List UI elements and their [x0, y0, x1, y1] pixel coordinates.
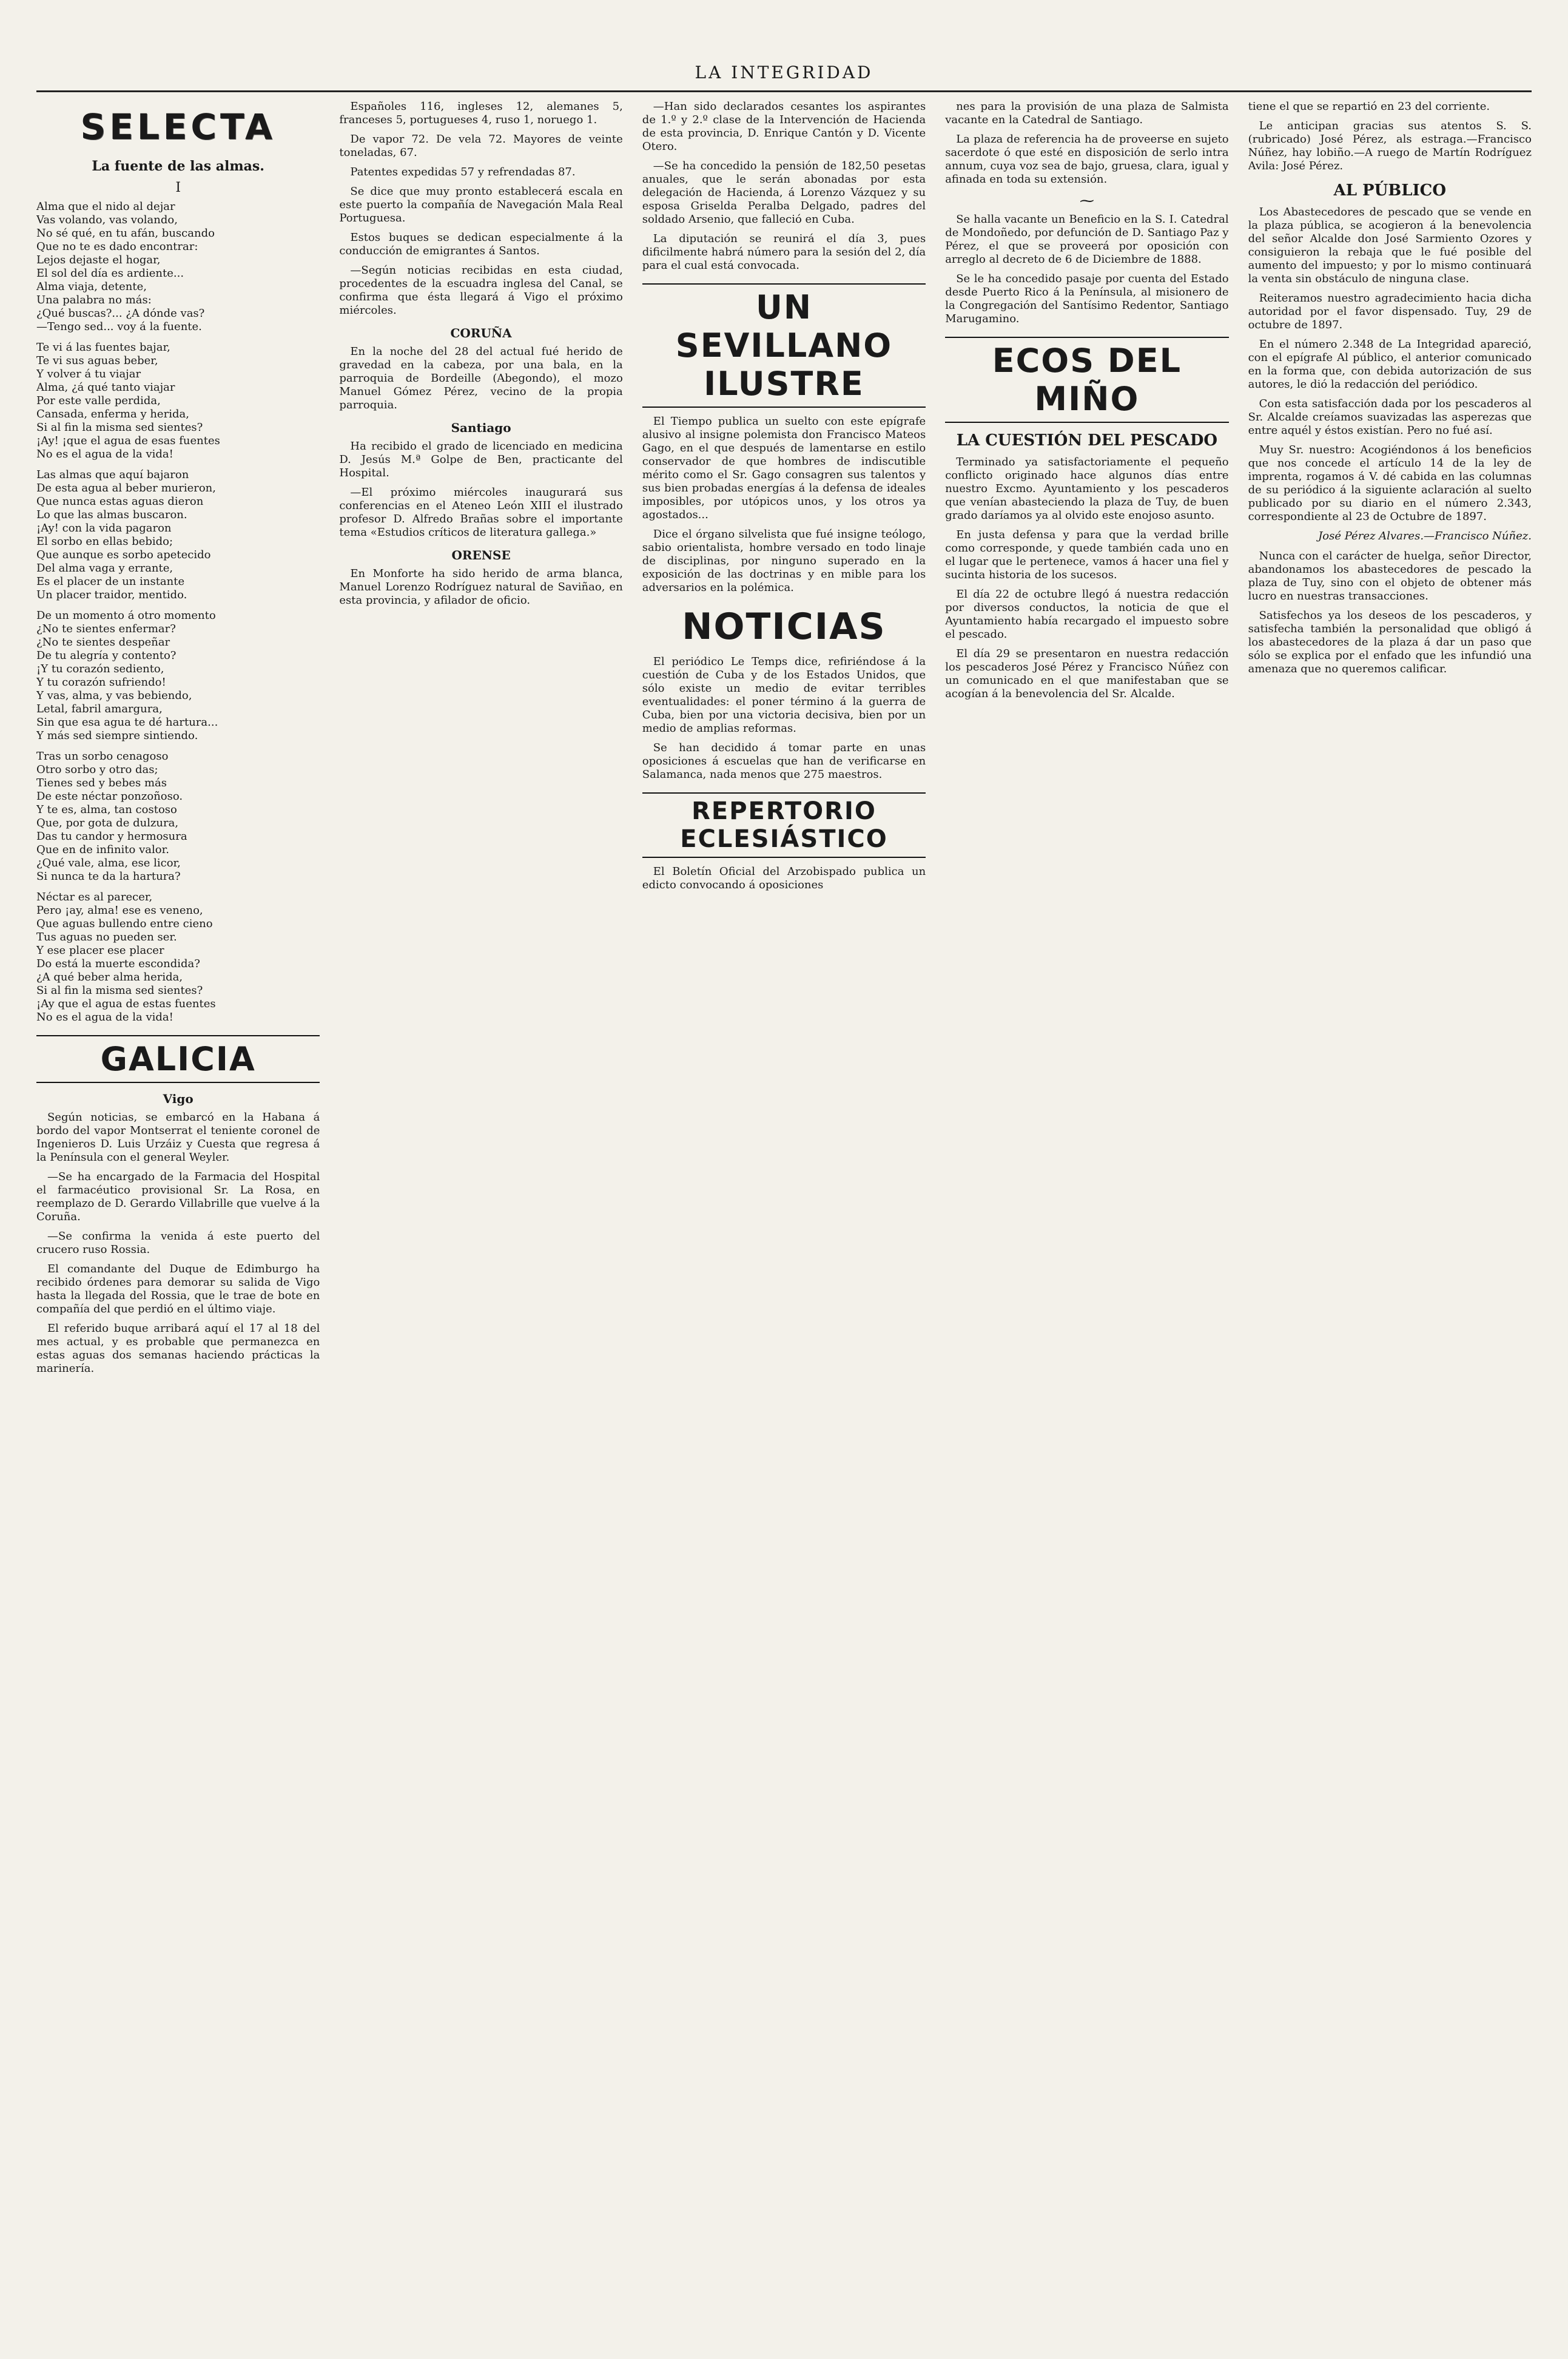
- pescado-heading: LA CUESTIÓN DEL PESCADO: [956, 431, 1218, 450]
- news-paragraph: —Han sido declarados cesantes los aspirantes de 1.º y 2.º clase de la Intervención de Hacienda de esta provincia, D. Enrique Cantón y D. Vicente Otero.: [642, 100, 926, 153]
- repertorio-heading: REPERTORIO ECLESIÁSTICO: [642, 792, 926, 858]
- stanza: De un momento á otro momento ¿No te sientes enfermar? ¿No te sientes despeñar De tu alegría y contento? ¡Y tu corazón sediento, Y tu corazón sufriendo! Y vas, alma, y vas bebiendo, Letal, fabril amargura, Sin que esa agua te dé hartura... Y más sed siempre sintiendo.: [36, 609, 218, 742]
- city-heading-orense: ORENSE: [451, 548, 511, 562]
- news-paragraph: Se halla vacante un Beneficio en la S. I. Catedral de Mondoñedo, por defunción de D. Santiago Paz y Pérez, el que se proveerá por oposición con arreglo al decreto de 6 de Diciembre de 1888.: [945, 213, 1229, 266]
- news-paragraph: Según noticias, se embarcó en la Habana á bordo del vapor Montserrat el teniente coronel de Ingenieros D. Luis Urzáiz y Cuesta que regresa á la Península con el general Weyler.: [36, 1111, 320, 1164]
- stanza: Te vi á las fuentes bajar, Te vi sus aguas beber, Y volver á tu viajar Alma, ¿á qué tanto viajar Por este valle perdida, Cansada, enferma y herida, Si al fin la misma sed sientes? ¡Ay! ¡que el agua de esas fuentes No es el agua de la vida!: [36, 341, 220, 461]
- news-paragraph: La plaza de referencia ha de proveerse en sujeto sacerdote ó que esté en disposición de serlo intra annum, cuya voz sea de bajo, gruesa, clara, igual y afinada en toda su extensión.: [945, 133, 1229, 186]
- news-paragraph: Reiteramos nuestro agradecimiento hacia dicha autoridad por el favor dispensado. Tuy, 29 de octubre de 1897.: [1248, 292, 1532, 331]
- news-paragraph: Estos buques se dedican especialmente á la conducción de emigrantes á Santos.: [339, 231, 623, 257]
- columns: [36, 100, 1532, 2304]
- news-paragraph: —Se ha concedido la pensión de 182,50 pesetas anuales, que le serán abonadas por esta delegación de Hacienda, á Lorenzo Vázquez y su esposa Griselda Peralba Delgado, padres del soldado Arsenio, que falleció en Cuba.: [642, 160, 926, 226]
- news-paragraph: El referido buque arribará aquí el 17 al 18 del mes actual, y es probable que permanezca en estas aguas dos semanas haciendo prácticas la marinería.: [36, 1322, 320, 1375]
- column-3: [642, 100, 926, 2304]
- news-paragraph: —Se ha encargado de la Farmacia del Hospital el farmacéutico provisional Sr. La Rosa, en reemplazo de D. Gerardo Villabrille que vuelve á la Coruña.: [36, 1170, 320, 1223]
- news-paragraph: El día 29 se presentaron en nuestra redacción los pescaderos José Pérez y Francisco Núñez con un comunicado en el que manifestaban que se acogían á la benevolencia del Sr. Alcalde.: [945, 647, 1229, 700]
- column-4: [945, 100, 1228, 2304]
- news-paragraph: El día 22 de octubre llegó á nuestra redacción por diversos conductos, la noticia de que el Ayuntamiento había recargado el impuesto sobre el pescado.: [945, 588, 1229, 641]
- news-paragraph: Nunca con el carácter de huelga, señor Director, abandonamos los abastecedores de pescado la plaza de Tuy, sino con el objeto de obtener más lucro en nuestras transacciones.: [1248, 550, 1532, 602]
- news-paragraph: En justa defensa y para que la verdad brille como corresponde, y quede también cada uno en el lugar que le pertenece, vamos á hacer una fiel y sucinta historia de los sucesos.: [945, 528, 1229, 581]
- news-paragraph: El Tiempo publica un suelto con este epígrafe alusivo al insigne polemista don Francisco Mateos Gago, en el que después de lamentarse en estilo conservador de que hombres de indiscutible mérito como el Sr. Gago consagren sus talentos y sus bien probadas energías á la defensa de ideales imposibles, por utópicos unos, y los otros ya agostados...: [642, 415, 926, 521]
- separator: ⁓: [1079, 192, 1094, 209]
- city-heading-vigo: Vigo: [163, 1092, 193, 1106]
- masthead: [36, 58, 1532, 92]
- news-paragraph: Los Abastecedores de pescado que se vende en la plaza pública, se acogieron á la benevolencia del señor Alcalde don José Sarmiento Ozores y consiguieron la rebaja que le fué posible del aumento del impuesto; y por lo mismo continuará la venta sin obstáculo de ninguna clase.: [1248, 206, 1532, 285]
- news-paragraph: Muy Sr. nuestro: Acogiéndonos á los beneficios que nos concede el artículo 14 de la ley de imprenta, rogamos á V. dé cabida en las columnas de su periódico á la siguiente aclaración al suelto publicado por su diario en el número 2.343, correspondiente al 23 de Octubre de 1897.: [1248, 444, 1532, 523]
- galicia-heading: GALICIA: [36, 1035, 320, 1083]
- news-paragraph: El periódico Le Temps dice, refiriéndose á la cuestión de Cuba y de los Estados Unidos, que sólo existe un medio de evitar terribles eventualidades: el poner término á la guerra de Cuba, bien por una victoria decisiva, bien por un medio de amplias reformas.: [642, 655, 926, 735]
- news-paragraph: —El próximo miércoles inaugurará sus conferencias en el Ateneo León XIII el ilustrado profesor D. Alfredo Brañas sobre el importante tema «Estudios críticos de literatura gallega.»: [339, 486, 623, 539]
- stanza: Las almas que aquí bajaron De esta agua al beber murieron, Que nunca estas aguas dieron Lo que las almas buscaron. ¡Ay! con la vida pagaron El sorbo en ellas bebido; Que aunque es sorbo apetecido Del alma vaga y errante, Es el placer de un instante Un placer traidor, mentido.: [36, 468, 216, 601]
- sevillano-heading: UN SEVILLANO ILUSTRE: [642, 283, 926, 408]
- stanza: Néctar es al parecer, Pero ¡ay, alma! ese es veneno, Que aguas bullendo entre cieno Tus aguas no pueden ser. Y ese placer ese placer Do está la muerte escondida? ¿A qué beber alma herida, Si al fin la misma sed sientes? ¡Ay que el agua de estas fuentes No es el agua de la vida!: [36, 891, 216, 1024]
- news-paragraph: En el número 2.348 de La Integridad apareció, con el epígrafe Al público, el anterior comunicado en la forma que, con debida autorización de sus autores, le dió la redacción del periódico.: [1248, 338, 1532, 391]
- news-paragraph: Le anticipan gracias sus atentos S. S. (rubricado) José Pérez, als estraga.—Francisco Núñez, hay lobiño.—A ruego de Martín Rodríguez Avila: José Pérez.: [1248, 120, 1532, 172]
- news-paragraph: Patentes expedidas 57 y refrendadas 87.: [350, 166, 576, 178]
- news-paragraph: Se le ha concedido pasaje por cuenta del Estado desde Puerto Rico á la Península, al misionero de la Congregación del Santísimo Redentor, Santiago Marugamino.: [945, 272, 1229, 325]
- column-1: [36, 100, 320, 2304]
- column-5: [1248, 100, 1532, 2304]
- news-paragraph: Españoles 116, ingleses 12, alemanes 5, franceses 5, portugueses 4, ruso 1, noruego 1.: [339, 100, 623, 126]
- ecos-heading: ECOS DEL MIÑO: [945, 337, 1228, 423]
- signature: José Pérez Alvares.—Francisco Núñez.: [1318, 530, 1532, 542]
- news-paragraph: De vapor 72. De vela 72. Mayores de veinte toneladas, 67.: [339, 133, 623, 159]
- news-paragraph: La diputación se reunirá el día 3, pues dificilmente habrá número para la sesión del 2, día para el cual está convocada.: [642, 232, 926, 272]
- column-2: [339, 100, 622, 2304]
- news-paragraph: Se dice que muy pronto establecerá escala en este puerto la compañía de Navegación Mala Real Portuguesa.: [339, 185, 623, 224]
- news-paragraph: Con esta satisfacción dada por los pescaderos al Sr. Alcalde creíamos suavizadas las asperezas que entre aquél y éstos existían. Pero no fué así.: [1248, 397, 1532, 437]
- news-paragraph: nes para la provisión de una plaza de Salmista vacante en la Catedral de Santiago.: [945, 100, 1229, 126]
- news-paragraph: Ha recibido el grado de licenciado en medicina D. Jesús M.ª Golpe de Ben, practicante del Hospital.: [339, 440, 623, 479]
- news-paragraph: Dice el órgano silvelista que fué insigne teólogo, sabio orientalista, hombre versado en todo linaje de disciplinas, por ninguno superado en la exposición de las doctrinas y en mible para los adversarios en la polémica.: [642, 528, 926, 594]
- city-heading-coruna: CORUÑA: [450, 326, 512, 340]
- news-paragraph: —Según noticias recibidas en esta ciudad, procedentes de la escuadra inglesa del Canal, se confirma que ésta llegará á Vigo el próximo miércoles.: [339, 264, 623, 317]
- poem-part: I: [175, 180, 181, 195]
- city-heading-santiago: Santiago: [451, 420, 511, 435]
- news-paragraph: Se han decidido á tomar parte en unas oposiciones á escuelas que han de verificarse en Salamanca, nada menos que 275 maestros.: [642, 741, 926, 781]
- news-paragraph: tiene el que se repartió en 23 del corriente.: [1248, 100, 1490, 113]
- news-paragraph: —Se confirma la venida á este puerto del crucero ruso Rossia.: [36, 1230, 320, 1256]
- news-paragraph: El Boletín Oficial del Arzobispado publica un edicto convocando á oposiciones: [642, 865, 926, 891]
- poem-title: La fuente de las almas.: [92, 158, 264, 174]
- masthead-title: LA INTEGRIDAD: [695, 62, 873, 83]
- news-paragraph: Terminado ya satisfactoriamente el pequeño conflicto originado hace algunos días entre nuestro Excmo. Ayuntamiento y los pescaderos que venían abasteciendo la plaza de Tuy, de buen grado daríamos ya al olvido este enojoso asunto.: [945, 456, 1229, 522]
- news-paragraph: En la noche del 28 del actual fué herido de gravedad en la cabeza, por una bala, en la parroquia de Bordeille (Abegondo), el mozo Manuel Gómez Pérez, vecino de la propia parroquia.: [339, 345, 623, 411]
- news-paragraph: El comandante del Duque de Edimburgo ha recibido órdenes para demorar su salida de Vigo hasta la llegada del Rossia, que le trae de bote en compañía del que perdió en el último viaje.: [36, 1263, 320, 1315]
- news-paragraph: Satisfechos ya los deseos de los pescaderos, y satisfecha también la personalidad que obligó á los abastecedores de la plaza á dar un paso que sólo se explica por el enfado que les infundió una amenaza que no queremos calificar.: [1248, 609, 1532, 675]
- stanza: Tras un sorbo cenagoso Otro sorbo y otro das; Tienes sed y bebes más De este néctar ponzoñoso. Y te es, alma, tan costoso Que, por gota de dulzura, Das tu candor y hermosura Que en de infinito valor. ¿Qué vale, alma, ese licor, Si nunca te da la hartura?: [36, 750, 187, 883]
- publico-heading: AL PÚBLICO: [1333, 181, 1447, 200]
- selecta-heading: SELECTA: [80, 106, 276, 147]
- news-paragraph: En Monforte ha sido herido de arma blanca, Manuel Lorenzo Rodríguez natural de Saviñao, en esta provincia, y afilador de oficio.: [339, 567, 623, 607]
- stanza: Alma que el nido al dejar Vas volando, vas volando, No sé qué, en tu afán, buscando Que no te es dado encontrar: Lejos dejaste el hogar, El sol del día es ardiente... Alma viaja, detente, Una palabra no más: ¿Qué buscas?... ¿A dónde vas? —Tengo sed... voy á la fuente.: [36, 200, 215, 333]
- noticias-heading: NOTICIAS: [682, 606, 886, 648]
